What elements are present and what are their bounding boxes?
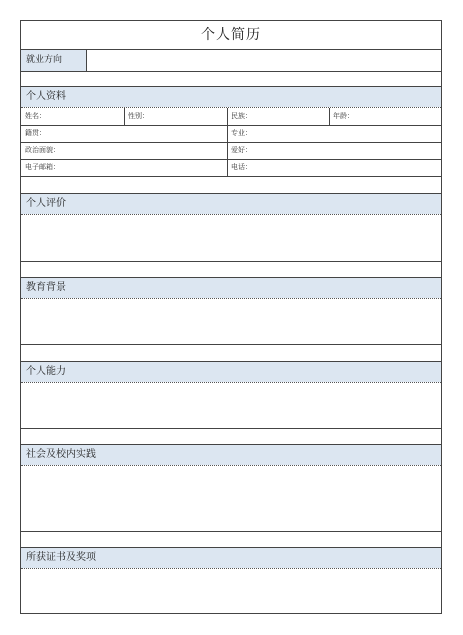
section-heading-personal: 个人资料 [21,87,441,107]
field-gender: 性别： [128,112,149,120]
column-divider [124,108,125,125]
field-political-status: 政治面貌： [25,146,60,154]
awards-content[interactable] [21,569,441,613]
divider [21,344,441,345]
section-heading-education: 教育背景 [21,278,441,298]
ability-content[interactable] [21,383,441,428]
section-heading-awards: 所获证书及奖项 [21,548,441,568]
divider [21,176,441,177]
field-major: 专业： [231,129,252,137]
objective-value[interactable] [88,50,441,71]
evaluation-content[interactable] [21,215,441,260]
objective-row [21,50,441,71]
divider [21,71,441,72]
field-ethnicity: 民族： [231,112,252,120]
resume-sheet [20,20,442,614]
education-content[interactable] [21,299,441,344]
resume-title: 个人简历 [201,27,261,43]
column-divider [329,108,330,125]
divider [21,261,441,262]
field-phone: 电话： [231,163,252,171]
field-age: 年龄： [333,112,354,120]
field-email: 电子邮箱： [25,163,60,171]
practice-content[interactable] [21,466,441,531]
objective-label: 就业方向 [21,50,87,71]
section-heading-practice: 社会及校内实践 [21,445,441,465]
divider [21,428,441,429]
section-heading-ability: 个人能力 [21,362,441,382]
section-heading-evaluation: 个人评价 [21,194,441,214]
field-hobbies: 爱好： [231,146,252,154]
divider [21,531,441,532]
field-native-place: 籍贯： [25,129,46,137]
column-divider [227,108,228,176]
field-name: 姓名： [25,112,46,120]
